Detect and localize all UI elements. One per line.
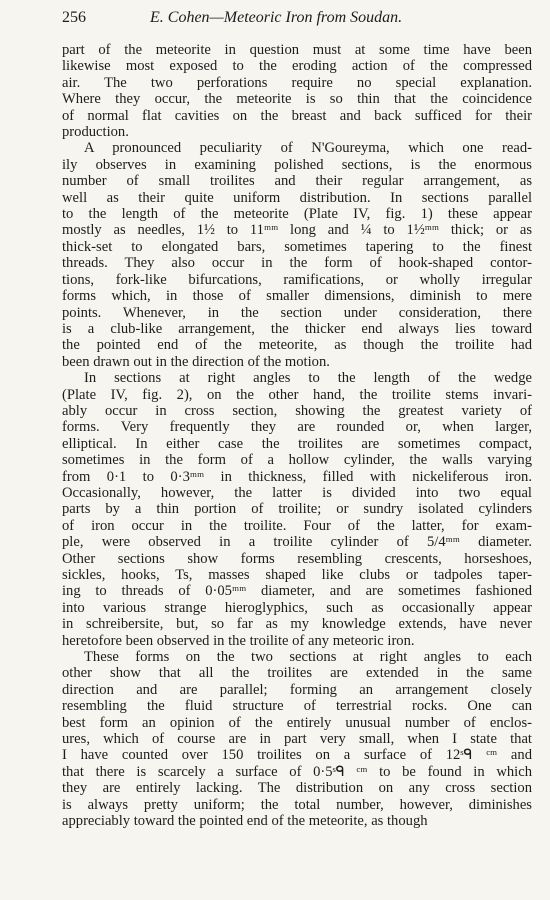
paragraph	[62, 140, 532, 370]
text-line: ple, were observed in a troilite cylinder of 5/4ᵐᵐ diameter.	[62, 534, 532, 551]
text-line: of iron occur in the troilite. Four of the latter, for exam-	[62, 517, 532, 534]
text-line: the pointed end of the meteorite, as though the troilite had	[62, 337, 532, 354]
text-line: points. Whenever, in the section under consideration, there	[62, 304, 532, 321]
text-line: heretofore been observed in the troilite of any meteoric iron.	[62, 632, 415, 649]
text-line: part of the meteorite in question must at some time have been	[62, 42, 532, 58]
text-line: ing to threads of 0·05ᵐᵐ diameter, and are sometimes fashioned	[62, 583, 532, 600]
text-line: sickles, hooks, Ts, masses shaped like clubs or tadpoles taper-	[62, 567, 532, 583]
paragraph	[62, 370, 532, 649]
text-line: that there is scarcely a surface of 0·5ˢᑫ ᶜᵐ to be found in which	[62, 763, 532, 780]
text-line: parts by a thin portion of troilite; or sundry isolated cylinders	[62, 501, 532, 518]
body-text	[62, 42, 532, 830]
text-line: into various strange hieroglyphics, such as occasionally appear	[62, 599, 532, 616]
text-line: number of small troilites and their regular arrangement, as	[62, 173, 532, 190]
text-line: from 0·1 to 0·3ᵐᵐ in thickness, filled with nickeliferous iron.	[62, 468, 532, 485]
running-title: E. Cohen—Meteoric Iron from Soudan.	[150, 9, 403, 26]
text-line: mostly as needles, 1½ to 11ᵐᵐ long and ¼ to 1½ᵐᵐ thick; or as	[62, 222, 532, 239]
text-line: forms which, in those of smaller dimensions, diminish to mere	[62, 288, 532, 305]
text-line: other show that all the troilites are extended in the same	[62, 665, 532, 682]
text-line: Other sections show forms resembling crescents, horseshoes,	[62, 550, 532, 567]
text-line: I have counted over 150 troilites on a surface of 12ˢᑫ ᶜᵐ and	[62, 747, 532, 764]
text-line: A pronounced peculiarity of N'Goureyma, which one read-	[84, 140, 532, 157]
text-line: elliptical. In either case the troilites are sometimes compact,	[62, 435, 532, 452]
text-line: (Plate IV, fig. 2), on the other hand, the troilite stems invari-	[62, 386, 532, 403]
text-line: thick-set to elongated bars, sometimes tapering to the finest	[62, 238, 532, 255]
text-line: ily observes in examining polished sections, is the enormous	[62, 156, 532, 173]
text-line: threads. They also occur in the form of hook-shaped contor-	[62, 255, 532, 272]
paragraph	[62, 649, 532, 829]
text-line: of normal flat cavities on the breast and back sufficed for their	[62, 107, 532, 124]
text-line: forms. Very frequently they are rounded or, when larger,	[62, 419, 532, 436]
text-line: air. The two perforations require no special explanation.	[62, 74, 532, 91]
text-line: been drawn out in the direction of the motion.	[62, 353, 330, 370]
text-line: is a club-like arrangement, the thicker end always lies toward	[62, 320, 532, 337]
text-line: best form an opinion of the entirely unusual number of enclos-	[62, 714, 532, 731]
text-line: resembling the fluid structure of terrestrial rocks. One can	[62, 698, 532, 715]
text-line: production.	[62, 124, 129, 141]
text-line: to the length of the meteorite (Plate IV, fig. 1) these appear	[62, 206, 532, 223]
page-number: 256	[62, 9, 86, 26]
text-line: In sections at right angles to the length of the wedge	[84, 370, 532, 387]
text-line: These forms on the two sections at right angles to each	[84, 649, 532, 666]
text-line: sometimes in the form of a hollow cylinder, the walls varying	[62, 452, 532, 469]
text-line: Where they occur, the meteorite is so thin that the coincidence	[62, 91, 532, 108]
text-line: is always pretty uniform; the total number, however, diminishes	[62, 796, 532, 813]
text-line: direction and are parallel; forming an arrangement closely	[62, 681, 532, 698]
text-line: likewise most exposed to the eroding action of the compressed	[62, 58, 532, 75]
text-line: they are entirely lacking. The distribution on any cross section	[62, 780, 532, 797]
paragraph	[62, 42, 532, 140]
text-line: ures, which of course are in part very small, when I state that	[62, 731, 532, 748]
text-line: appreciably toward the pointed end of the meteorite, as though	[62, 813, 428, 830]
text-line: Occasionally, however, the latter is divided into two equal	[62, 484, 532, 501]
text-line: well as their quite uniform distribution. In sections parallel	[62, 189, 532, 206]
text-line: in schreibersite, but, so far as my knowledge extends, have never	[62, 616, 532, 633]
text-line: ably occur in cross section, showing the greatest variety of	[62, 402, 532, 419]
text-line: tions, fork-like bifurcations, ramifications, or wholly irregular	[62, 271, 532, 288]
